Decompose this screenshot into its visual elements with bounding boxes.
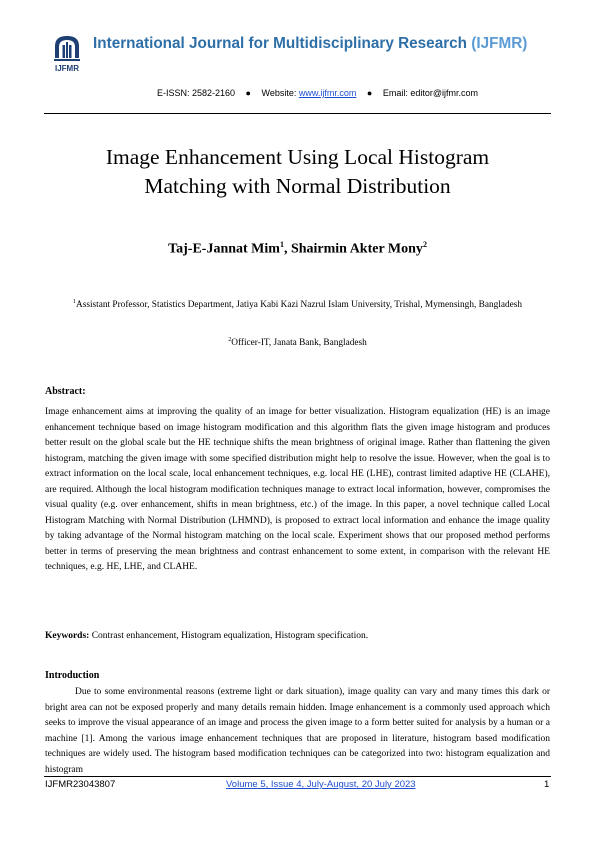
affil-mark: 2 bbox=[228, 337, 232, 343]
title-line-2: Matching with Normal Distribution bbox=[144, 174, 451, 198]
keywords-label: Keywords: bbox=[45, 631, 90, 641]
footer-divider bbox=[44, 776, 551, 777]
paper-title bbox=[60, 143, 535, 201]
keywords-text: Contrast enhancement, Histogram equalization, Histogram specification. bbox=[89, 631, 369, 641]
footer-paper-id: IJFMR23043807 bbox=[45, 779, 116, 790]
journal-name: International Journal for Multidisciplinary Research bbox=[93, 35, 468, 52]
journal-header bbox=[45, 30, 555, 80]
bullet-separator: ● bbox=[366, 88, 373, 98]
journal-abbr: (IJFMR) bbox=[471, 35, 528, 52]
header-divider bbox=[44, 113, 551, 114]
introduction-text: Due to some environmental reasons (extreme light or dark situation), image quality can vary and many times this dark or bright area can not be exposed properly and many details remain hidden. Image enhancement is a commonly used approach which seeks to improve the visual appearance of an image and process the given image to a form better suited for analysis by a human or a machine [1]. Among the various image enhancement techniques that are proposed in literature, histogram based modification techniques are widely used. The histogram based modification techniques can be categorized into two: histogram equalization and histogram bbox=[45, 687, 550, 775]
footer-volume-link[interactable]: Volume 5, Issue 4, July-August, 20 July 2023 bbox=[226, 779, 416, 790]
affiliation-1 bbox=[55, 294, 540, 313]
issn: E-ISSN: 2582-2160 bbox=[156, 88, 236, 98]
title-line-1: Image Enhancement Using Local Histogram bbox=[105, 145, 490, 169]
author-name: Taj-E-Jannat Mim bbox=[168, 241, 280, 257]
email: Email: editor@ijfmr.com bbox=[382, 88, 479, 98]
author-name: Shairmin Akter Mony bbox=[290, 241, 423, 257]
abstract-heading: Abstract: bbox=[45, 386, 86, 397]
author-affil-mark: 1 bbox=[279, 240, 284, 249]
logo-text: IJFMR bbox=[55, 64, 79, 73]
affiliation-2 bbox=[55, 332, 540, 351]
journal-title bbox=[93, 35, 527, 53]
contact-line bbox=[0, 88, 595, 98]
affil-text: Officer-IT, Janata Bank, Bangladesh bbox=[231, 338, 367, 349]
affil-text: Assistant Professor, Statistics Department, Jatiya Kabi Kazi Nazrul Islam University, Trishal, Mymensingh, Bangladesh bbox=[76, 300, 522, 311]
introduction-heading: Introduction bbox=[45, 670, 100, 681]
bullet-separator: ● bbox=[245, 88, 251, 98]
abstract-text: Image enhancement aims at improving the quality of an image for better visualization. Histogram equalization (HE) is an image enhancement technique based on image histogram modification and this algorithm flats the given image histogram and produces better result on the global scale but the HE technique shifts the mean brightness of original image. Rather than flattening the given histogram, matching the given image with some specified distribution might help to resolve the issue. However, when the goal is to extract information on the local scale, local enhancement techniques, e.g. local HE (LHE), contrast limited adaptive HE (CLAHE), are required. Although the local histogram modification techniques manage to extract local information, however, compromises the visual quality (e.g. over enhancement, shifts in mean brightness, etc.) of the image. In this paper, a novel technique called Local Histogram Matching with Normal Distribution (LHMND), is proposed to extract local information and enhance the image quality by taking advantage of the Normal histogram matching on the local scale. Experiment shows that our proposed method performs better in terms of preserving the mean brightness and contrast enhancement to some extent, in comparison with the relevant HE techniques, e.g. HE, LHE, and CLAHE. bbox=[45, 407, 550, 572]
author-separator: , bbox=[283, 241, 291, 257]
author-list bbox=[40, 240, 555, 258]
author-affil-mark: 2 bbox=[422, 240, 427, 249]
website-label: Website: bbox=[261, 88, 297, 98]
affil-mark: 1 bbox=[73, 299, 76, 305]
footer-page-number: 1 bbox=[544, 779, 550, 790]
keywords bbox=[45, 631, 368, 641]
website-link[interactable]: www.ijfmr.com bbox=[298, 88, 357, 98]
journal-logo bbox=[52, 32, 82, 74]
